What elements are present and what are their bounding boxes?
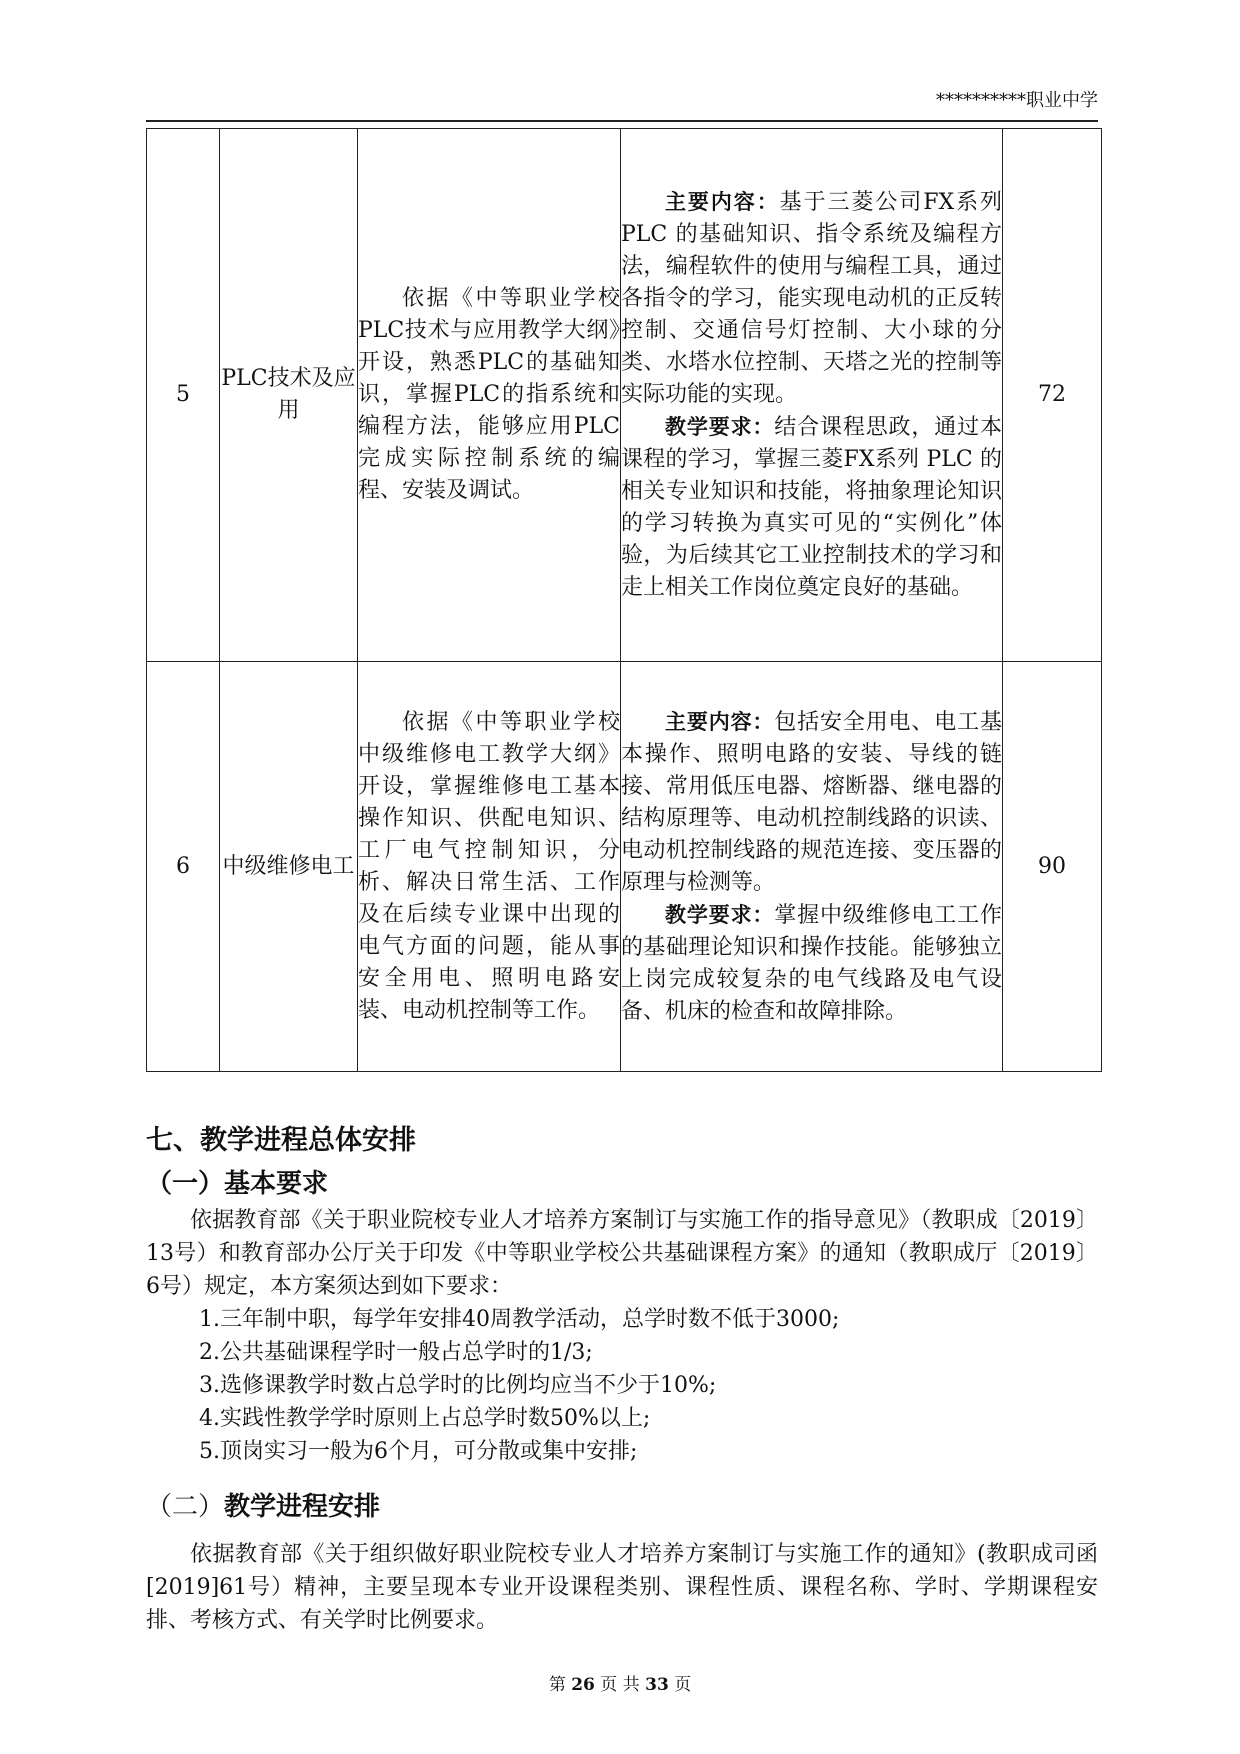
content-text: 基于三菱公司FX系列 PLC 的基础知识、指令系统及编程方法，编程软件的使用与编程工具，通过各指令的学习，能实现电动机的正反转控制、交通信号灯控制、大小球的分类、水塔水位控制、天塔之光的控制等实际功能的实现。 [621,190,1002,407]
table-row [147,129,1102,662]
page-footer: 第 26 页 共 33 页 [548,1675,692,1695]
list-item: 2.公共基础课程学时一般占总学时的1/3; [199,1340,593,1365]
requirement-label: 教学要求： [665,902,775,927]
course-name: 中级维修电工 [220,662,358,1072]
total-pages: 33 [645,1675,669,1695]
current-page: 26 [571,1675,595,1695]
course-basis: 依据《中等职业学校中级维修电工教学大纲》开设，掌握维修电工基本操作知识、供配电知识、工厂电气控制知识，分析、解决日常生活、工作及在后续专业课中出现的电气方面的问题，能从事安全用电、照明电路安装、电动机控制等工作。 [358,662,621,1072]
course-number: 6 [147,662,220,1072]
course-hours: 72 [1003,129,1102,662]
teaching-schedule-paragraph: 依据教育部《关于组织做好职业院校专业人才培养方案制订与实施工作的通知》(教职成司函[2019]61号）精神，主要呈现本专业开设课程类别、课程性质、课程名称、学时、学期课程安排、考核方式、有关学时比例要求。 [146,1542,1098,1633]
basic-requirements-paragraph: 依据教育部《关于职业院校专业人才培养方案制订与实施工作的指导意见》（教职成〔2019〕13号）和教育部办公厅关于印发《中等职业学校公共基础课程方案》的通知（教职成厅〔2019〕6号）规定，本方案须达到如下要求： [146,1208,1098,1299]
subsection-title-teaching-schedule: （二）教学进程安排 [146,1492,381,1522]
list-item: 3.选修课教学时数占总学时的比例均应当不少于10%; [199,1373,717,1398]
requirements-list [146,1303,1098,1468]
course-name: PLC技术及应用 [220,129,358,662]
course-content [621,129,1003,662]
content-label: 主要内容： [665,709,775,734]
content-text: 包括安全用电、电工基本操作、照明电路的安装、导线的链接、常用低压电器、熔断器、继电器的结构原理等、电动机控制线路的识读、电动机控制线路的规范连接、变压器的原理与检测等。 [621,709,1002,895]
requirement-text: 结合课程思政，通过本课程的学习，掌握三菱FX系列 PLC 的相关专业知识和技能，将抽象理论知识的学习转换为真实可见的“实例化”体验，为后续其它工业控制技术的学习和走上相关工作岗位奠定良好的基础。 [621,415,1002,600]
table-row [147,662,1102,1072]
section-title: 七、教学进程总体安排 [146,1125,416,1156]
subsection-title-basic-requirements: （一）基本要求 [146,1169,329,1199]
requirement-text: 掌握中级维修电工工作的基础理论知识和操作技能。能够独立上岗完成较复杂的电气线路及电气设备、机床的检查和故障排除。 [621,902,1002,1024]
course-hours: 90 [1003,662,1102,1072]
list-item: 1.三年制中职，每学年安排40周教学活动，总学时数不低于3000; [199,1307,840,1332]
content-label: 主要内容： [665,190,780,214]
course-table [146,128,1102,1072]
page-header [146,86,1098,122]
list-item: 4.实践性教学学时原则上占总学时数50%以上; [199,1406,651,1431]
course-number: 5 [147,129,220,662]
course-content [621,662,1003,1072]
school-name: **********职业中学 [936,90,1098,111]
requirement-label: 教学要求： [665,415,775,439]
list-item: 5.顶岗实习一般为6个月，可分散或集中安排; [199,1439,638,1464]
course-basis: 依据《中等职业学校PLC技术与应用教学大纲》开设，熟悉PLC的基础知识，掌握PLC的指系统和编程方法，能够应用PLC完成实际控制系统的编程、安装及调试。 [358,129,621,662]
